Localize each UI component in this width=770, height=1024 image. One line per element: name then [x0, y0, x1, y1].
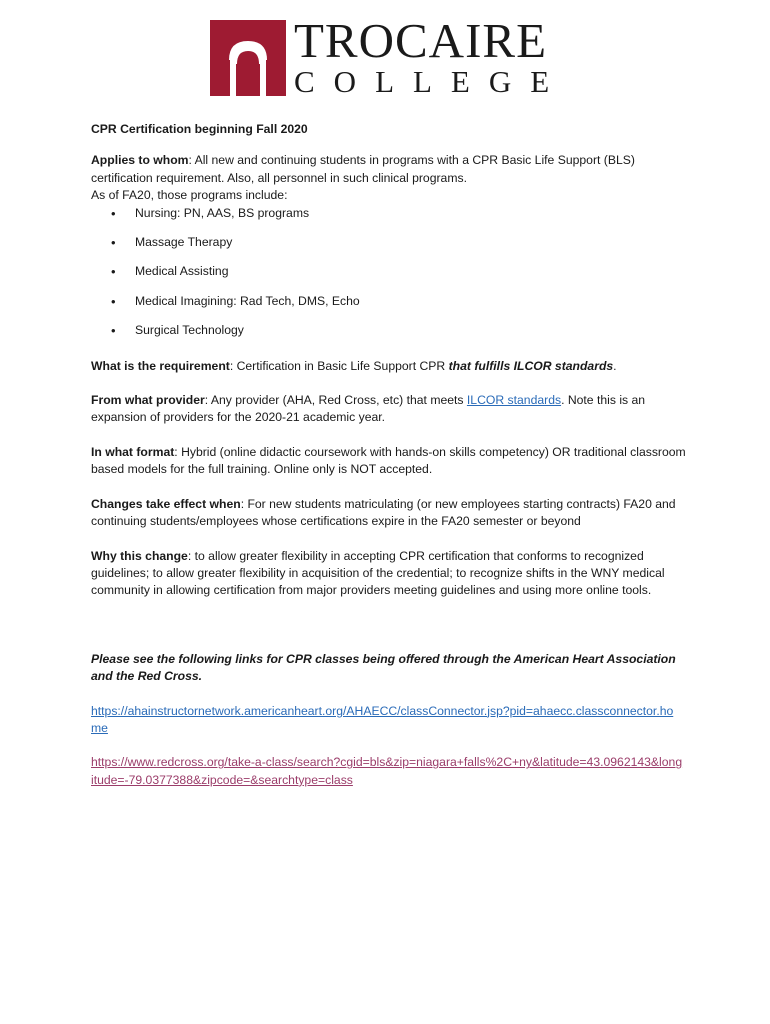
requirement-paragraph	[91, 358, 691, 375]
applies-line2: As of FA20, those programs include:	[91, 188, 288, 203]
spacer	[91, 617, 691, 651]
redcross-class-link[interactable]: https://www.redcross.org/take-a-class/search?cgid=bls&zip=niagara+falls%2C+ny&latitude=43.0962143&longitude=-79.0377388&zipcode=&searchtype=class	[91, 755, 683, 787]
program-list	[91, 205, 691, 340]
changes-text: : For new students matriculating (or new employees starting contracts) FA20 and continuing students/employees whose certifications expire in the FA20 semester or beyond	[91, 496, 676, 529]
logo-wordmark-trocaire: TROCAIRE	[294, 13, 547, 68]
trocaire-shield-icon	[210, 20, 286, 96]
applies-label: Applies to whom	[91, 153, 189, 168]
aha-url-paragraph	[91, 703, 683, 738]
applies-paragraph	[91, 152, 691, 187]
requirement-label: What is the requirement	[91, 358, 230, 373]
provider-paragraph	[91, 392, 691, 427]
requirement-emphasis: that fulfills ILCOR standards	[448, 358, 614, 373]
provider-text: : Any provider (AHA, Red Cross, etc) that meets	[204, 393, 467, 408]
document-body	[91, 121, 691, 806]
redcross-url-paragraph	[91, 754, 683, 789]
list-item: • Medical Assisting	[91, 263, 691, 280]
provider-end: . Note this is an expansion of providers for the 2020-21 academic year.	[91, 393, 646, 425]
list-item: • Medical Imagining: Rad Tech, DMS, Echo	[91, 293, 691, 310]
why-paragraph	[91, 548, 691, 600]
links-note: Please see the following links for CPR classes being offered through the American Heart Association and the Red Cross.	[91, 651, 676, 684]
why-text: : to allow greater flexibility in accepting CPR certification that conforms to recognized guidelines; to allow greater flexibility in acquisition of the credential; to recognize shifts in the WNY medical community in allowing certification from major providers meeting guidelines and using more online tools.	[91, 548, 665, 598]
aha-class-link[interactable]: https://ahainstructornetwork.americanheart.org/AHAECC/classConnector.jsp?pid=ahaecc.classconnector.home	[91, 703, 674, 735]
why-label: Why this change	[91, 548, 188, 563]
list-item: • Massage Therapy	[91, 234, 691, 251]
logo-wordmark-college: COLLEGE	[294, 64, 569, 99]
list-item: • Surgical Technology	[91, 322, 691, 339]
format-paragraph	[91, 444, 691, 479]
format-label: In what format	[91, 444, 175, 459]
provider-label: From what provider	[91, 393, 205, 408]
applies-text: : All new and continuing students in programs with a CPR Basic Life Support (BLS) certification requirement. Also, all personnel in such clinical programs.	[91, 153, 635, 185]
format-text: : Hybrid (online didactic coursework with hands-on skills competency) OR traditional classroom based models for the full training. Online only is NOT accepted.	[91, 444, 686, 477]
list-item: • Nursing: PN, AAS, BS programs	[91, 205, 691, 222]
page-title: CPR Certification beginning Fall 2020	[91, 122, 308, 136]
changes-paragraph	[91, 496, 691, 531]
requirement-text: : Certification in Basic Life Support CPR	[229, 358, 449, 373]
ilcor-standards-link[interactable]: ILCOR standards	[466, 393, 562, 408]
requirement-end: .	[613, 358, 617, 373]
trocaire-college-logo	[210, 13, 569, 99]
changes-label: Changes take effect when	[91, 496, 241, 511]
